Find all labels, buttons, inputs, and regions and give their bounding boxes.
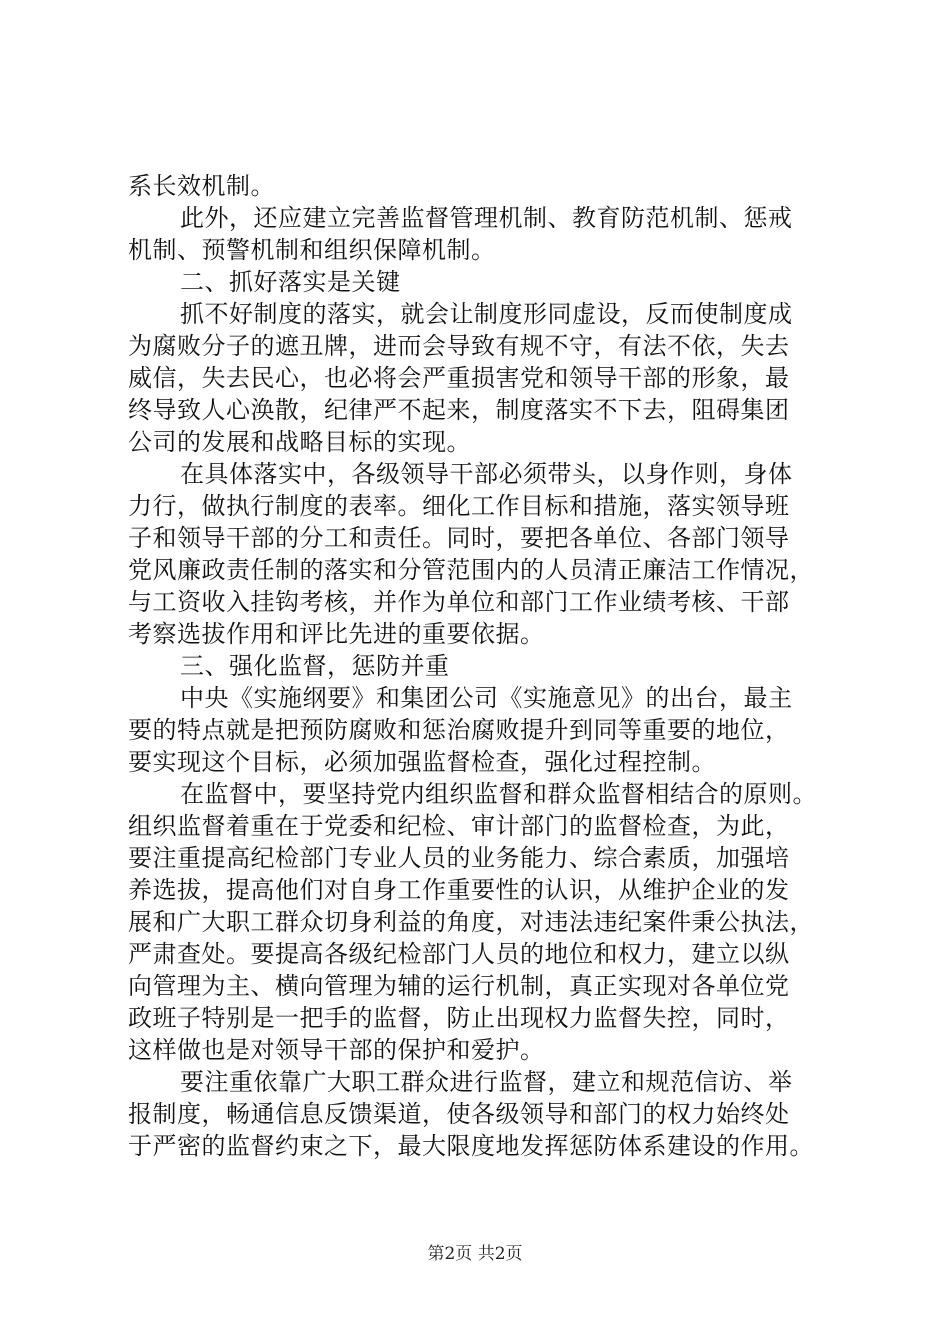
text-line: 威信，失去民心，也必将会严重损害党和领导干部的形象，最 <box>128 364 790 392</box>
text-line: 要注重提高纪检部门专业人员的业务能力、综合素质，加强培 <box>128 844 790 872</box>
text-line: 在监督中，要坚持党内组织监督和群众监督相结合的原则。 <box>180 780 817 808</box>
text-line: 系长效机制。 <box>128 172 275 200</box>
text-line: 此外，还应建立完善监督管理机制、教育防范机制、惩戒 <box>180 204 793 232</box>
text-line: 严肃查处。要提高各级纪检部门人员的地位和权力，建立以纵 <box>128 940 790 968</box>
text-line: 力行，做执行制度的表率。细化工作目标和措施，落实领导班 <box>128 492 790 520</box>
text-line: 党风廉政责任制的落实和分管范围内的人员清正廉洁工作情况， <box>128 556 814 584</box>
text-line: 子和领导干部的分工和责任。同时，要把各单位、各部门领导 <box>128 524 790 552</box>
text-line: 向管理为主、横向管理为辅的运行机制，真正实现对各单位党 <box>128 972 790 1000</box>
text-line: 养选拔，提高他们对自身工作重要性的认识，从维护企业的发 <box>128 876 790 904</box>
text-line: 终导致人心涣散，纪律严不起来，制度落实不下去，阻碍集团 <box>128 396 790 424</box>
text-line: 在具体落实中，各级领导干部必须带头，以身作则，身体 <box>180 460 793 488</box>
document-body <box>128 170 848 1162</box>
text-line: 展和广大职工群众切身利益的角度，对违法违纪案件秉公执法， <box>128 908 814 936</box>
text-line: 为腐败分子的遮丑牌，进而会导致有规不守，有法不依，失去 <box>128 332 790 360</box>
text-line: 要的特点就是把预防腐败和惩治腐败提升到同等重要的地位， <box>128 716 790 744</box>
text-line: 于严密的监督约束之下，最大限度地发挥惩防体系建设的作用。 <box>128 1132 814 1160</box>
text-line: 抓不好制度的落实，就会让制度形同虚设，反而使制度成 <box>180 300 793 328</box>
page-footer: 第2页 共2页 <box>427 1244 523 1264</box>
text-line: 二、抓好落实是关键 <box>180 268 401 296</box>
text-line: 机制、预警机制和组织保障机制。 <box>128 236 496 264</box>
text-line: 这样做也是对领导干部的保护和爱护。 <box>128 1036 545 1064</box>
text-line: 公司的发展和战略目标的实现。 <box>128 428 471 456</box>
text-line: 政班子特别是一把手的监督，防止出现权力监督失控，同时， <box>128 1004 790 1032</box>
text-line: 要注重依靠广大职工群众进行监督，建立和规范信访、举 <box>180 1068 793 1096</box>
text-line: 中央《实施纲要》和集团公司《实施意见》的出台，最主 <box>180 684 793 712</box>
text-line: 考察选拔作用和评比先进的重要依据。 <box>128 620 545 648</box>
text-line: 组织监督着重在于党委和纪检、审计部门的监督检查，为此， <box>128 812 790 840</box>
text-line: 与工资收入挂钩考核，并作为单位和部门工作业绩考核、干部 <box>128 588 790 616</box>
text-line: 报制度，畅通信息反馈渠道，使各级领导和部门的权力始终处 <box>128 1100 790 1128</box>
text-line: 要实现这个目标，必须加强监督检查，强化过程控制。 <box>128 748 716 776</box>
text-line: 三、强化监督，惩防并重 <box>180 652 450 680</box>
